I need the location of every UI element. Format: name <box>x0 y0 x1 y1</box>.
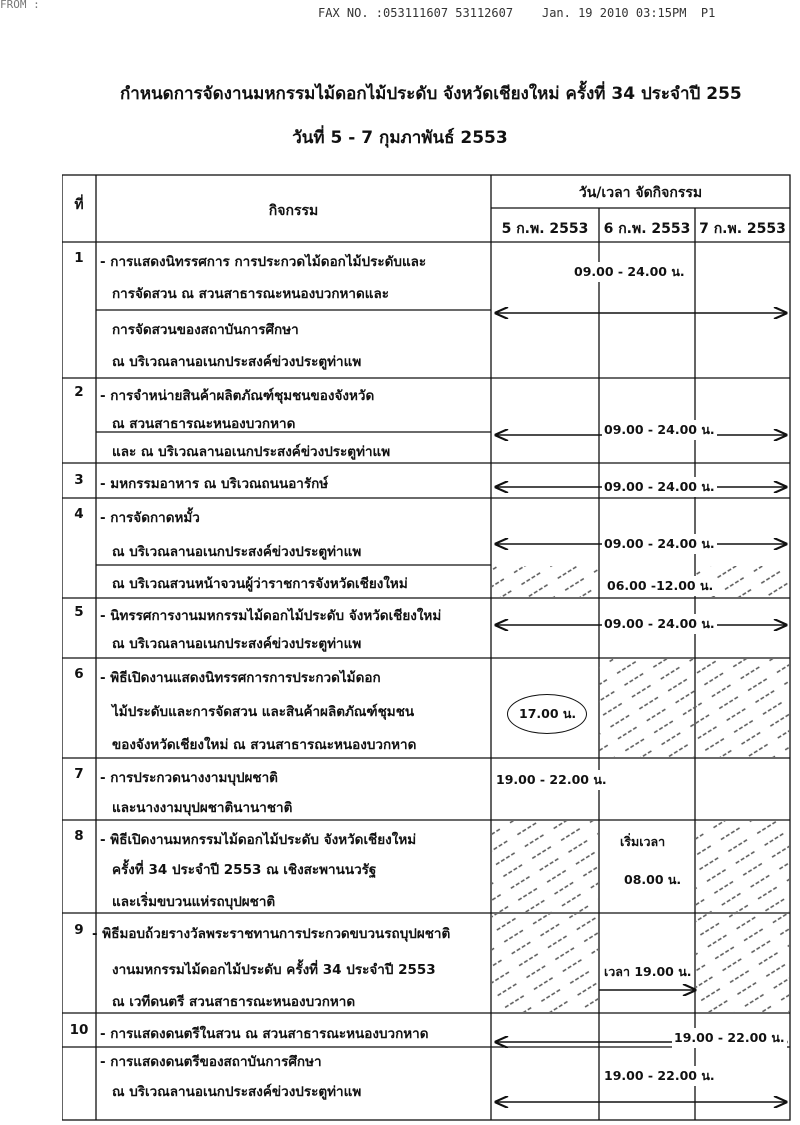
fax-corner-text: FROM : <box>0 0 40 11</box>
row-text: - พิธีเปิดงานมหกรรมไม้ดอกไม้ประดับ จังหวัดเชียงใหม่ <box>100 832 417 848</box>
row-text: ณ เวทีดนตรี สวนสาธารณะหนองบวกหาด <box>112 994 356 1010</box>
row-text: ณ บริเวณลานอเนกประสงค์ข่วงประตูท่าแพ <box>112 354 362 370</box>
row-text: - พิธีเปิดงานแสดงนิทรรศการการประกวดไม้ดอก <box>100 670 381 686</box>
column-header-no: ที่ <box>74 197 84 213</box>
row-text: - การประกวดนางงามบุปผชาติ <box>100 770 278 786</box>
row-number: 3 <box>74 472 84 488</box>
day-header-1: 5 ก.พ. 2553 <box>501 221 589 237</box>
row-number: 7 <box>74 766 84 782</box>
row-number: 5 <box>74 604 84 620</box>
row-number: 2 <box>74 384 84 400</box>
row-text: ณ สวนสาธารณะหนองบวกหาด <box>112 416 296 432</box>
row-text: ณ บริเวณลานอเนกประสงค์ข่วงประตูท่าแพ <box>112 544 362 560</box>
row-text: และเริ่มขบวนแห่รถบุปผชาติ <box>112 894 276 910</box>
row-text: การจัดสวนของสถาบันการศึกษา <box>112 322 299 338</box>
row-text: และ ณ บริเวณลานอเนกประสงค์ข่วงประตูท่าแพ <box>112 444 391 460</box>
time-label: 09.00 - 24.00 น. <box>602 614 717 634</box>
time-label: 09.00 - 24.00 น. <box>572 262 687 282</box>
row-text: การจัดสวน ณ สวนสาธารณะหนองบวกหาดและ <box>112 286 389 302</box>
row-text: ณ บริเวณลานอเนกประสงค์ข่วงประตูท่าแพ <box>112 1084 362 1100</box>
row-text: และนางงามบุปผชาตินานาชาติ <box>112 800 293 816</box>
column-header-activity: กิจกรรม <box>268 203 319 219</box>
row-text: ของจังหวัดเชียงใหม่ ณ สวนสาธารณะหนองบวกหาด <box>112 737 417 753</box>
row-text: - การแสดงนิทรรศการ การประกวดไม้ดอกไม้ประดับและ <box>100 254 427 270</box>
row-text: ครั้งที่ 34 ประจำปี 2553 ณ เชิงสะพานนวรัฐ <box>112 862 377 878</box>
day-header-2: 6 ก.พ. 2553 <box>603 221 691 237</box>
row-number: 4 <box>74 506 84 522</box>
time-label: 19.00 - 22.00 น. <box>494 770 609 790</box>
row-text: - การจำหน่ายสินค้าผลิตภัณฑ์ชุมชนของจังหวัด <box>100 388 375 404</box>
time-label: 19.00 - 22.00 น. <box>602 1066 717 1086</box>
row-text: - การแสดงดนตรีของสถาบันการศึกษา <box>100 1054 322 1070</box>
row-number: 8 <box>74 828 84 844</box>
row-text: - พิธีมอบถ้วยรางวัลพระราชทานการประกวดขบวนรถบุปผชาติ <box>92 926 451 942</box>
row-text: งานมหกรรมไม้ดอกไม้ประดับ ครั้งที่ 34 ประจำปี 2553 <box>112 962 436 978</box>
row-text: - การแสดงดนตรีในสวน ณ สวนสาธารณะหนองบวกหาด <box>100 1026 429 1042</box>
row-text: - มหกรรมอาหาร ณ บริเวณถนนอารักษ์ <box>100 476 329 492</box>
row-text: - นิทรรศการงานมหกรรมไม้ดอกไม้ประดับ จังหวัดเชียงใหม่ <box>100 608 442 624</box>
time-label: 08.00 น. <box>622 870 683 890</box>
row-text: - การจัดกาดหมั้ว <box>100 510 200 526</box>
row-number: 6 <box>74 666 84 682</box>
row-text: ณ บริเวณลานอเนกประสงค์ข่วงประตูท่าแพ <box>112 636 362 652</box>
row-text: ณ บริเวณสวนหน้าจวนผู้ว่าราชการจังหวัดเชียงใหม่ <box>112 576 408 592</box>
time-label: 06.00 -12.00 น. <box>605 576 715 596</box>
row-number: 10 <box>69 1022 89 1038</box>
row-number: 1 <box>74 250 84 266</box>
day-header-3: 7 ก.พ. 2553 <box>699 221 786 237</box>
fax-header: FAX NO. :053111607 53112607 Jan. 19 2010 03:15PM P1 <box>318 6 716 20</box>
schedule-table <box>62 170 800 1125</box>
time-label: เริ่มเวลา <box>618 832 667 852</box>
time-label: 09.00 - 24.00 น. <box>602 420 717 440</box>
time-label: 09.00 - 24.00 น. <box>602 534 717 554</box>
row-number: 9 <box>74 922 84 938</box>
time-label: 17.00 น. <box>519 706 577 721</box>
row-text: ไม้ประดับและการจัดสวน และสินค้าผลิตภัณฑ์ชุมชน <box>112 704 415 720</box>
time-label: 19.00 - 22.00 น. <box>672 1028 787 1048</box>
document-subtitle: วันที่ 5 - 7 กุมภาพันธ์ 2553 <box>292 128 508 148</box>
column-header-when: วัน/เวลา จัดกิจกรรม <box>578 185 703 201</box>
time-label: เวลา 19.00 น. <box>602 962 694 982</box>
time-label: 09.00 - 24.00 น. <box>602 477 717 497</box>
document-title: กำหนดการจัดงานมหกรรมไม้ดอกไม้ประดับ จังหวัดเชียงใหม่ ครั้งที่ 34 ประจำปี 255 <box>120 84 742 104</box>
